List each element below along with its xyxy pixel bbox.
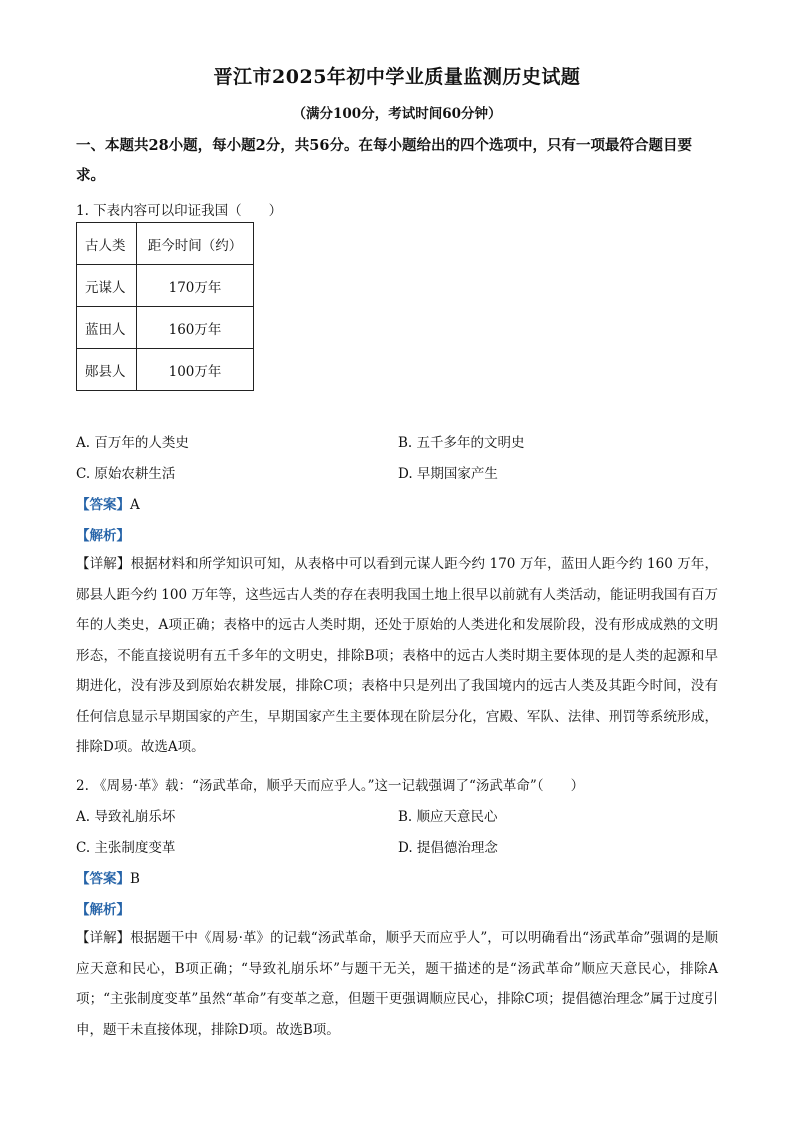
question-1-option-d: D. 早期国家产生 bbox=[398, 466, 498, 482]
table-header-row bbox=[77, 223, 254, 265]
table-row bbox=[77, 307, 254, 349]
question-2-stem: 2. 《周易·革》载：“汤武革命，顺乎天而应乎人。”这一记载强调了“汤武革命”（ ） bbox=[76, 778, 585, 794]
table-cell: 元谋人 bbox=[77, 265, 137, 307]
table-cell: 160万年 bbox=[137, 307, 254, 349]
question-1-answer bbox=[76, 493, 140, 513]
exam-subtitle: （满分100分，考试时间60分钟） bbox=[292, 106, 502, 122]
table-row bbox=[77, 265, 254, 307]
table-cell: 170万年 bbox=[137, 265, 254, 307]
table-header-cell: 距今时间（约） bbox=[137, 223, 254, 265]
question-2-option-b: B. 顺应天意民心 bbox=[398, 809, 498, 825]
question-2-analysis-heading bbox=[76, 898, 130, 918]
question-1-stem: 1. 下表内容可以印证我国（ ） bbox=[76, 203, 283, 219]
question-1-option-b: B. 五千多年的文明史 bbox=[398, 435, 525, 451]
question-1-detail bbox=[76, 549, 718, 763]
question-1-option-c: C. 原始农耕生活 bbox=[76, 466, 176, 482]
detail-text: 根据材料和所学知识可知，从表格中可以看到元谋人距今约 170 万年，蓝田人距今约 160 万年，郧县人距今约 100 万年等，这些远古人类的存在表明我国土地上很早以前就有人类活动，能证明我国有百万年的人类史，A项正确；表格中的远古人类时期，还处于原始的人类进化和发展阶段，没有形成成熟的文明形态，不能直接说明有五千多年的文明史，排除B项；表格中的远古人类时期主要体现的是人类的起源和早期进化，没有涉及到原始农耕发展，排除C项；表格中只是列出了我国境内的远古人类及其距今时间，没有任何信息显示早期国家的产生，早期国家产生主要体现在阶层分化，宫殿、军队、法律、刑罚等系统形成，排除D项。故选A项。 bbox=[76, 556, 718, 755]
table-header-cell: 古人类 bbox=[77, 223, 137, 265]
answer-value: A bbox=[130, 497, 140, 513]
detail-tag: 【详解】 bbox=[76, 930, 131, 946]
question-2-option-d: D. 提倡德治理念 bbox=[398, 840, 498, 856]
answer-tag: 【答案】 bbox=[76, 497, 130, 513]
table-row bbox=[77, 349, 254, 391]
table-cell: 蓝田人 bbox=[77, 307, 137, 349]
question-1-table bbox=[76, 222, 254, 391]
page-title: 晋江市2025年初中学业质量监测历史试题 bbox=[213, 66, 581, 88]
answer-value: B bbox=[130, 871, 140, 887]
analysis-tag: 【解析】 bbox=[76, 528, 130, 544]
table-cell: 100万年 bbox=[137, 349, 254, 391]
table-cell: 郧县人 bbox=[77, 349, 137, 391]
section-instructions: 一、本题共28小题，每小题2分，共56分。在每小题给出的四个选项中，只有一项最符合题目要求。 bbox=[76, 137, 692, 184]
detail-text: 根据题干中《周易·革》的记载“汤武革命，顺乎天而应乎人”，可以明确看出“汤武革命”强调的是顺应天意和民心，B项正确；“导致礼崩乐坏”与题干无关，题干描述的是“汤武革命”顺应天意民心，排除A项；“主张制度变革”虽然“革命”有变革之意，但题干更强调顺应民心，排除C项；提倡德治理念”属于过度引申，题干未直接体现，排除D项。故选B项。 bbox=[76, 930, 718, 1038]
question-2-option-c: C. 主张制度变革 bbox=[76, 840, 176, 856]
question-1-option-a: A. 百万年的人类史 bbox=[76, 435, 189, 451]
analysis-tag: 【解析】 bbox=[76, 902, 130, 918]
question-2-answer bbox=[76, 867, 140, 887]
detail-tag: 【详解】 bbox=[76, 556, 131, 572]
question-2-option-a: A. 导致礼崩乐坏 bbox=[76, 809, 176, 825]
question-2-detail bbox=[76, 923, 718, 1045]
answer-tag: 【答案】 bbox=[76, 871, 130, 887]
question-1-analysis-heading bbox=[76, 524, 130, 544]
